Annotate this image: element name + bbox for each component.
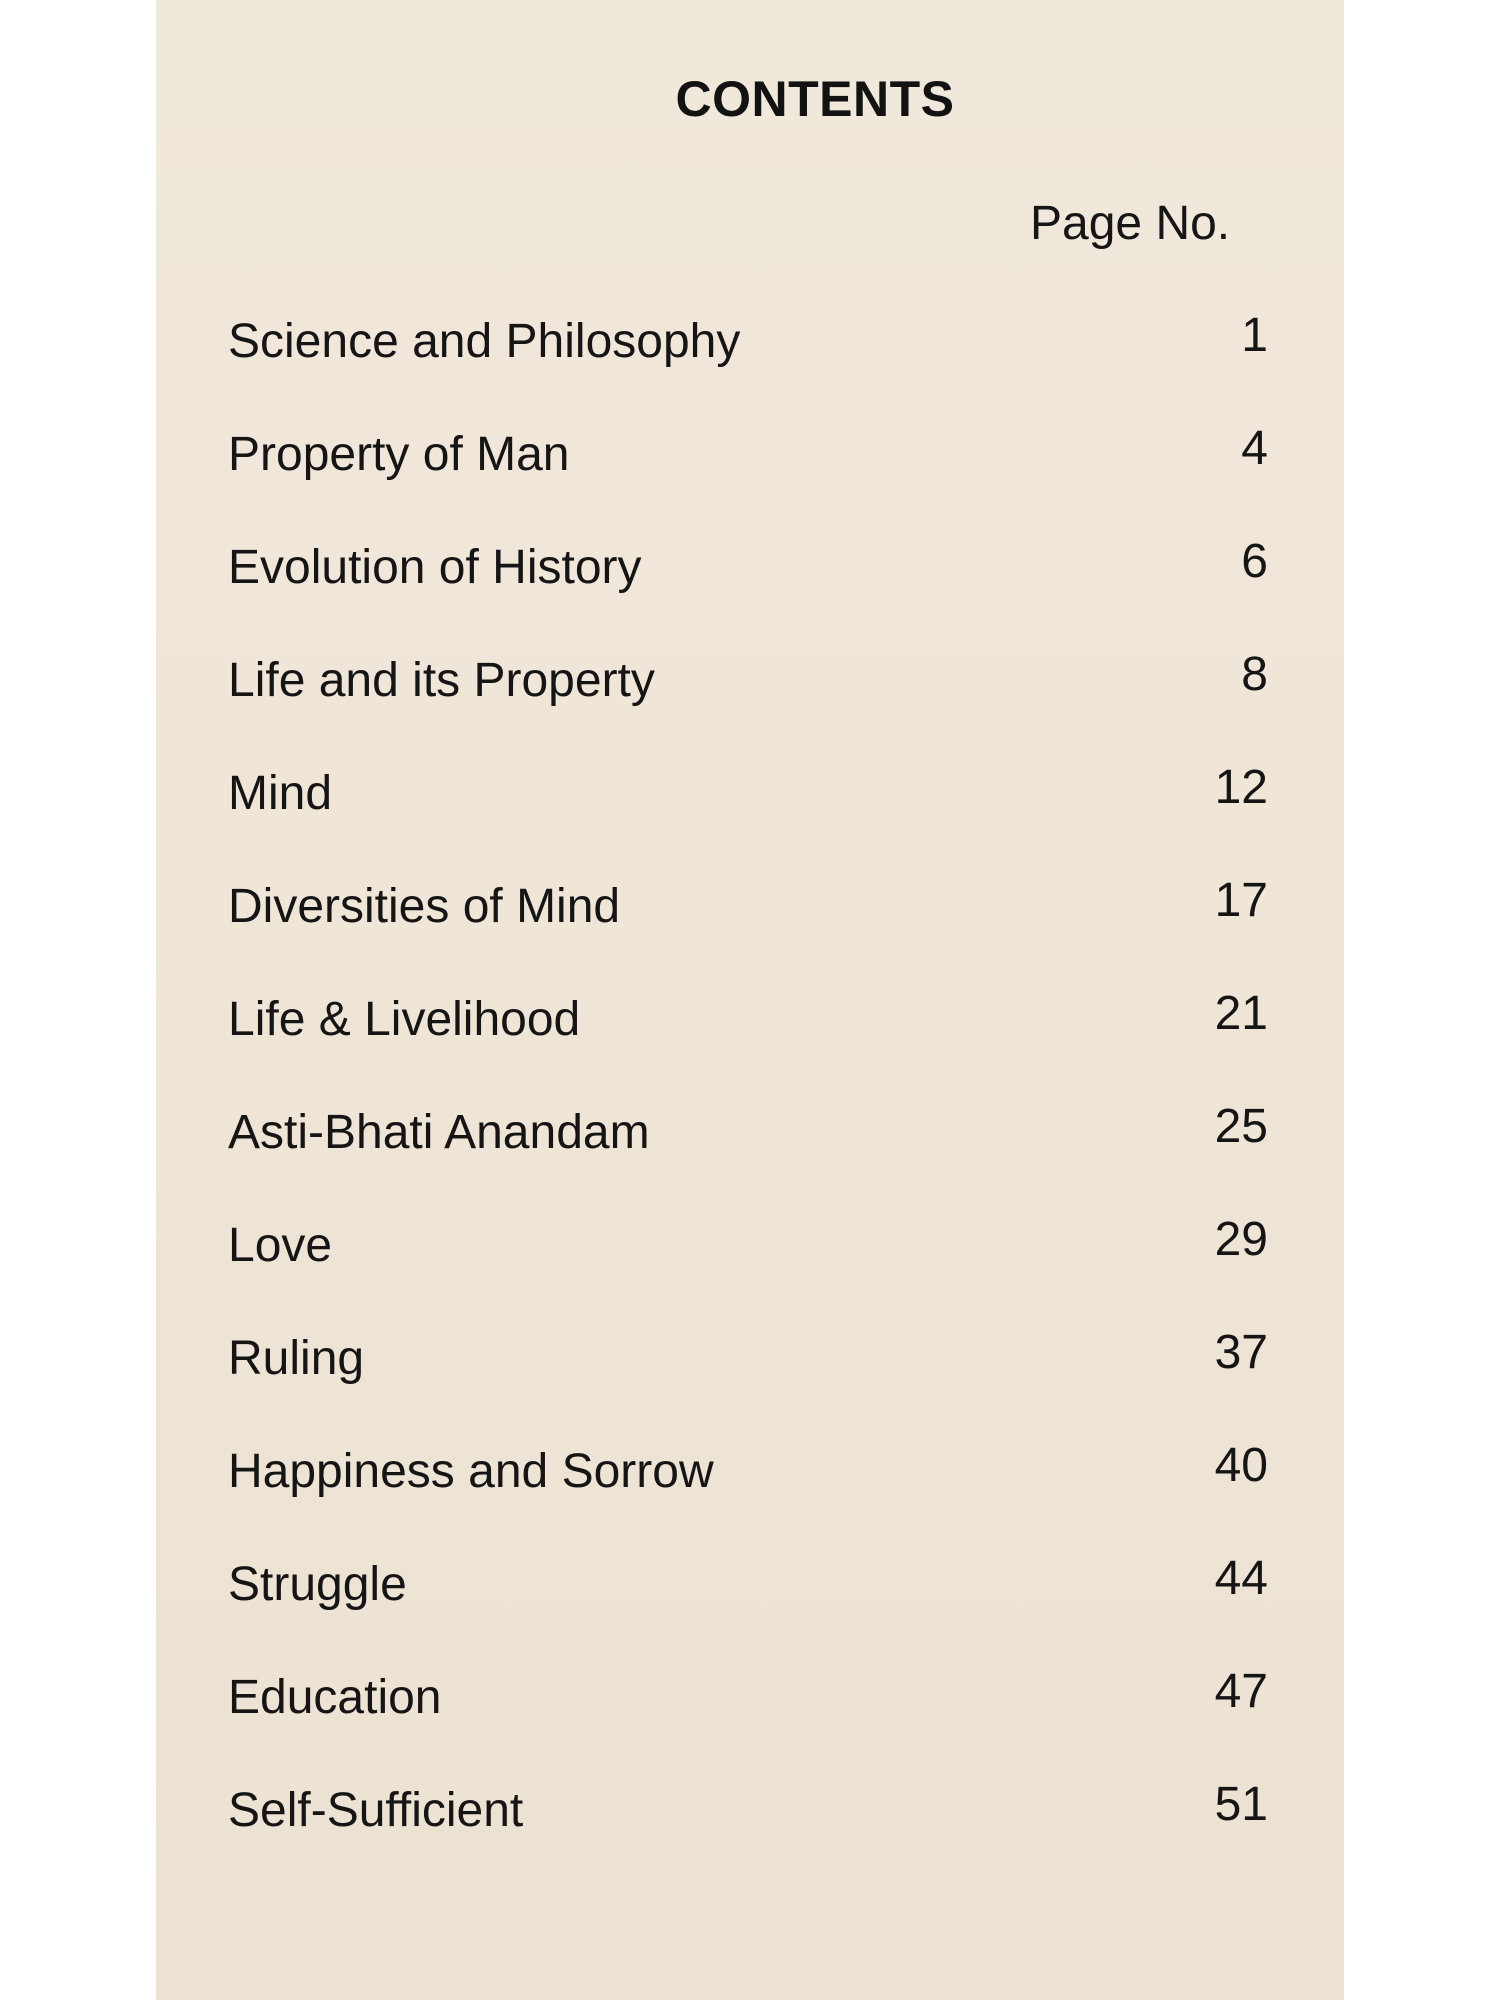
toc-entry-title: Evolution of History [228, 541, 642, 594]
toc-entry-page-number: 29 [1214, 1213, 1268, 1266]
toc-entry-title: Science and Philosophy [228, 315, 741, 368]
book-page [156, 0, 1344, 2000]
toc-entry-title: Life and its Property [228, 654, 655, 707]
toc-entry-page-number: 47 [1214, 1665, 1268, 1718]
toc-entry-title: Ruling [228, 1332, 365, 1385]
table-of-contents [228, 310, 1268, 1892]
toc-entry[interactable] [228, 1327, 1268, 1440]
toc-entry-page-number: 44 [1214, 1552, 1268, 1605]
toc-entry-title: Life & Livelihood [228, 993, 581, 1046]
toc-entry-page-number: 8 [1241, 648, 1268, 701]
toc-entry-title: Love [228, 1219, 333, 1272]
toc-entry-page-number: 17 [1214, 874, 1268, 927]
toc-entry[interactable] [228, 1101, 1268, 1214]
toc-entry[interactable] [228, 875, 1268, 988]
contents-heading: CONTENTS [675, 71, 955, 127]
toc-entry-title: Self-Sufficient [228, 1784, 524, 1837]
toc-entry-title: Struggle [228, 1558, 407, 1611]
toc-entry[interactable] [228, 649, 1268, 762]
toc-entry-title: Happiness and Sorrow [228, 1445, 714, 1498]
page-number-column-label: Page No. [1030, 197, 1231, 250]
toc-entry-page-number: 12 [1214, 761, 1268, 814]
toc-entry-page-number: 40 [1214, 1439, 1268, 1492]
toc-entry[interactable] [228, 1214, 1268, 1327]
toc-entry-page-number: 21 [1214, 987, 1268, 1040]
toc-entry-title: Property of Man [228, 428, 570, 481]
toc-entry-page-number: 6 [1241, 535, 1268, 588]
toc-entry-page-number: 4 [1241, 422, 1268, 475]
toc-entry-title: Education [228, 1671, 442, 1724]
toc-entry[interactable] [228, 988, 1268, 1101]
toc-entry-title: Asti-Bhati Anandam [228, 1106, 650, 1159]
toc-entry[interactable] [228, 1553, 1268, 1666]
toc-entry[interactable] [228, 310, 1268, 423]
toc-entry[interactable] [228, 1666, 1268, 1779]
toc-entry-page-number: 37 [1214, 1326, 1268, 1379]
toc-entry[interactable] [228, 536, 1268, 649]
toc-entry[interactable] [228, 423, 1268, 536]
toc-entry[interactable] [228, 1779, 1268, 1892]
toc-entry[interactable] [228, 762, 1268, 875]
toc-entry-title: Mind [228, 767, 333, 820]
toc-entry-page-number: 1 [1241, 309, 1268, 362]
toc-entry-page-number: 25 [1214, 1100, 1268, 1153]
toc-entry-page-number: 51 [1214, 1778, 1268, 1831]
toc-entry[interactable] [228, 1440, 1268, 1553]
toc-entry-title: Diversities of Mind [228, 880, 621, 933]
